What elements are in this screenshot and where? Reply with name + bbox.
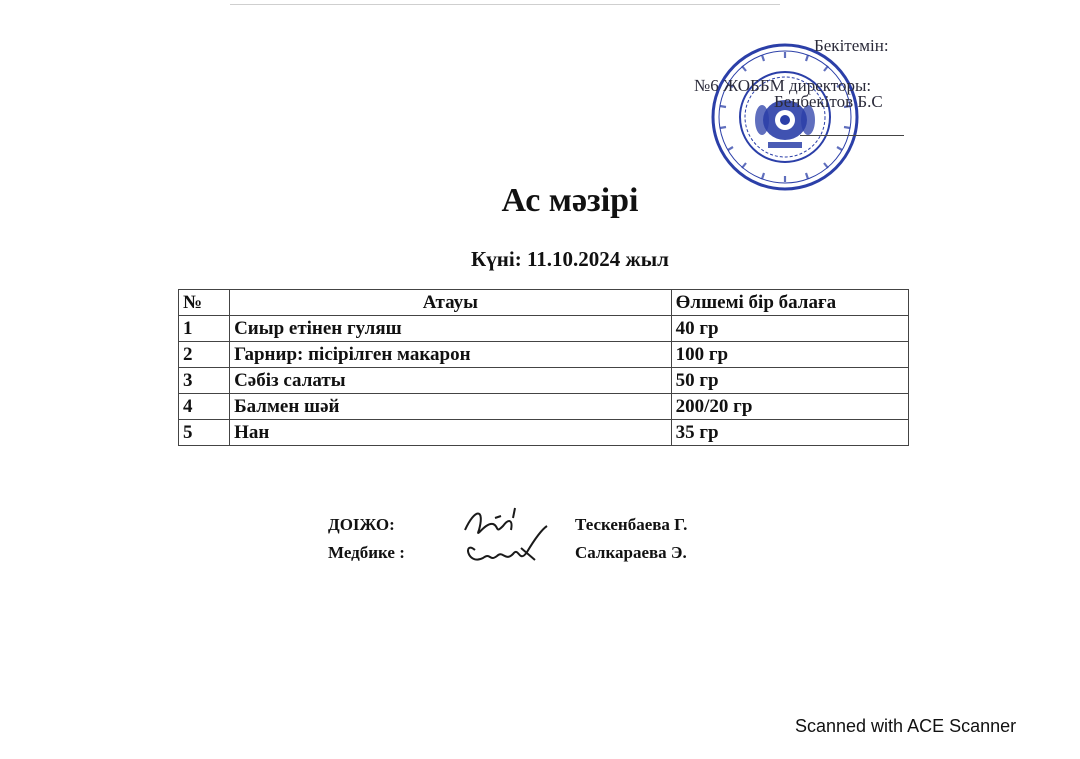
scanner-watermark: Scanned with ACE Scanner — [795, 716, 1017, 736]
approval-signature-line — [800, 135, 904, 136]
table-row — [179, 342, 909, 368]
signatory-name: Салкараева Э. — [575, 543, 687, 562]
page-title: Ас мәзірі — [501, 182, 639, 219]
column-header-quantity: Өлшемі бір балаға — [671, 290, 908, 316]
column-header-number: № — [179, 290, 230, 316]
row-dish-name: Сиыр етінен гуляш — [230, 316, 672, 342]
row-quantity: 200/20 гр — [671, 394, 908, 420]
table-row — [179, 368, 909, 394]
row-dish-name: Гарнир: пісірілген макарон — [230, 342, 672, 368]
scan-edge-line — [230, 4, 780, 5]
row-dish-name: Сәбіз салаты — [230, 368, 672, 394]
column-header-name: Атауы — [230, 290, 672, 316]
official-seal-stamp — [710, 42, 860, 192]
row-quantity: 35 гр — [671, 420, 908, 446]
approval-block — [690, 36, 920, 206]
table-row — [179, 316, 909, 342]
row-quantity: 40 гр — [671, 316, 908, 342]
row-number: 5 — [179, 420, 230, 446]
table-row — [179, 420, 909, 446]
approval-heading: Бекітемін: — [814, 36, 889, 55]
handwritten-signature — [455, 500, 555, 572]
signatory-name: Тескенбаева Г. — [575, 515, 688, 534]
signature-role-label: Медбике : — [328, 543, 405, 562]
approval-position: №6 ЖОББМ директоры: — [694, 76, 872, 95]
row-quantity: 100 гр — [671, 342, 908, 368]
menu-table — [178, 289, 909, 446]
signature-role-label: ДОІЖО: — [328, 515, 395, 534]
date-line: Күні: 11.10.2024 жыл — [471, 247, 669, 271]
row-number: 2 — [179, 342, 230, 368]
row-number: 3 — [179, 368, 230, 394]
table-row — [179, 394, 909, 420]
row-dish-name: Нан — [230, 420, 672, 446]
row-dish-name: Балмен шәй — [230, 394, 672, 420]
approval-director-name: Бенбекітов Б.С — [774, 92, 883, 111]
row-quantity: 50 гр — [671, 368, 908, 394]
row-number: 1 — [179, 316, 230, 342]
table-header-row — [179, 290, 909, 316]
row-number: 4 — [179, 394, 230, 420]
